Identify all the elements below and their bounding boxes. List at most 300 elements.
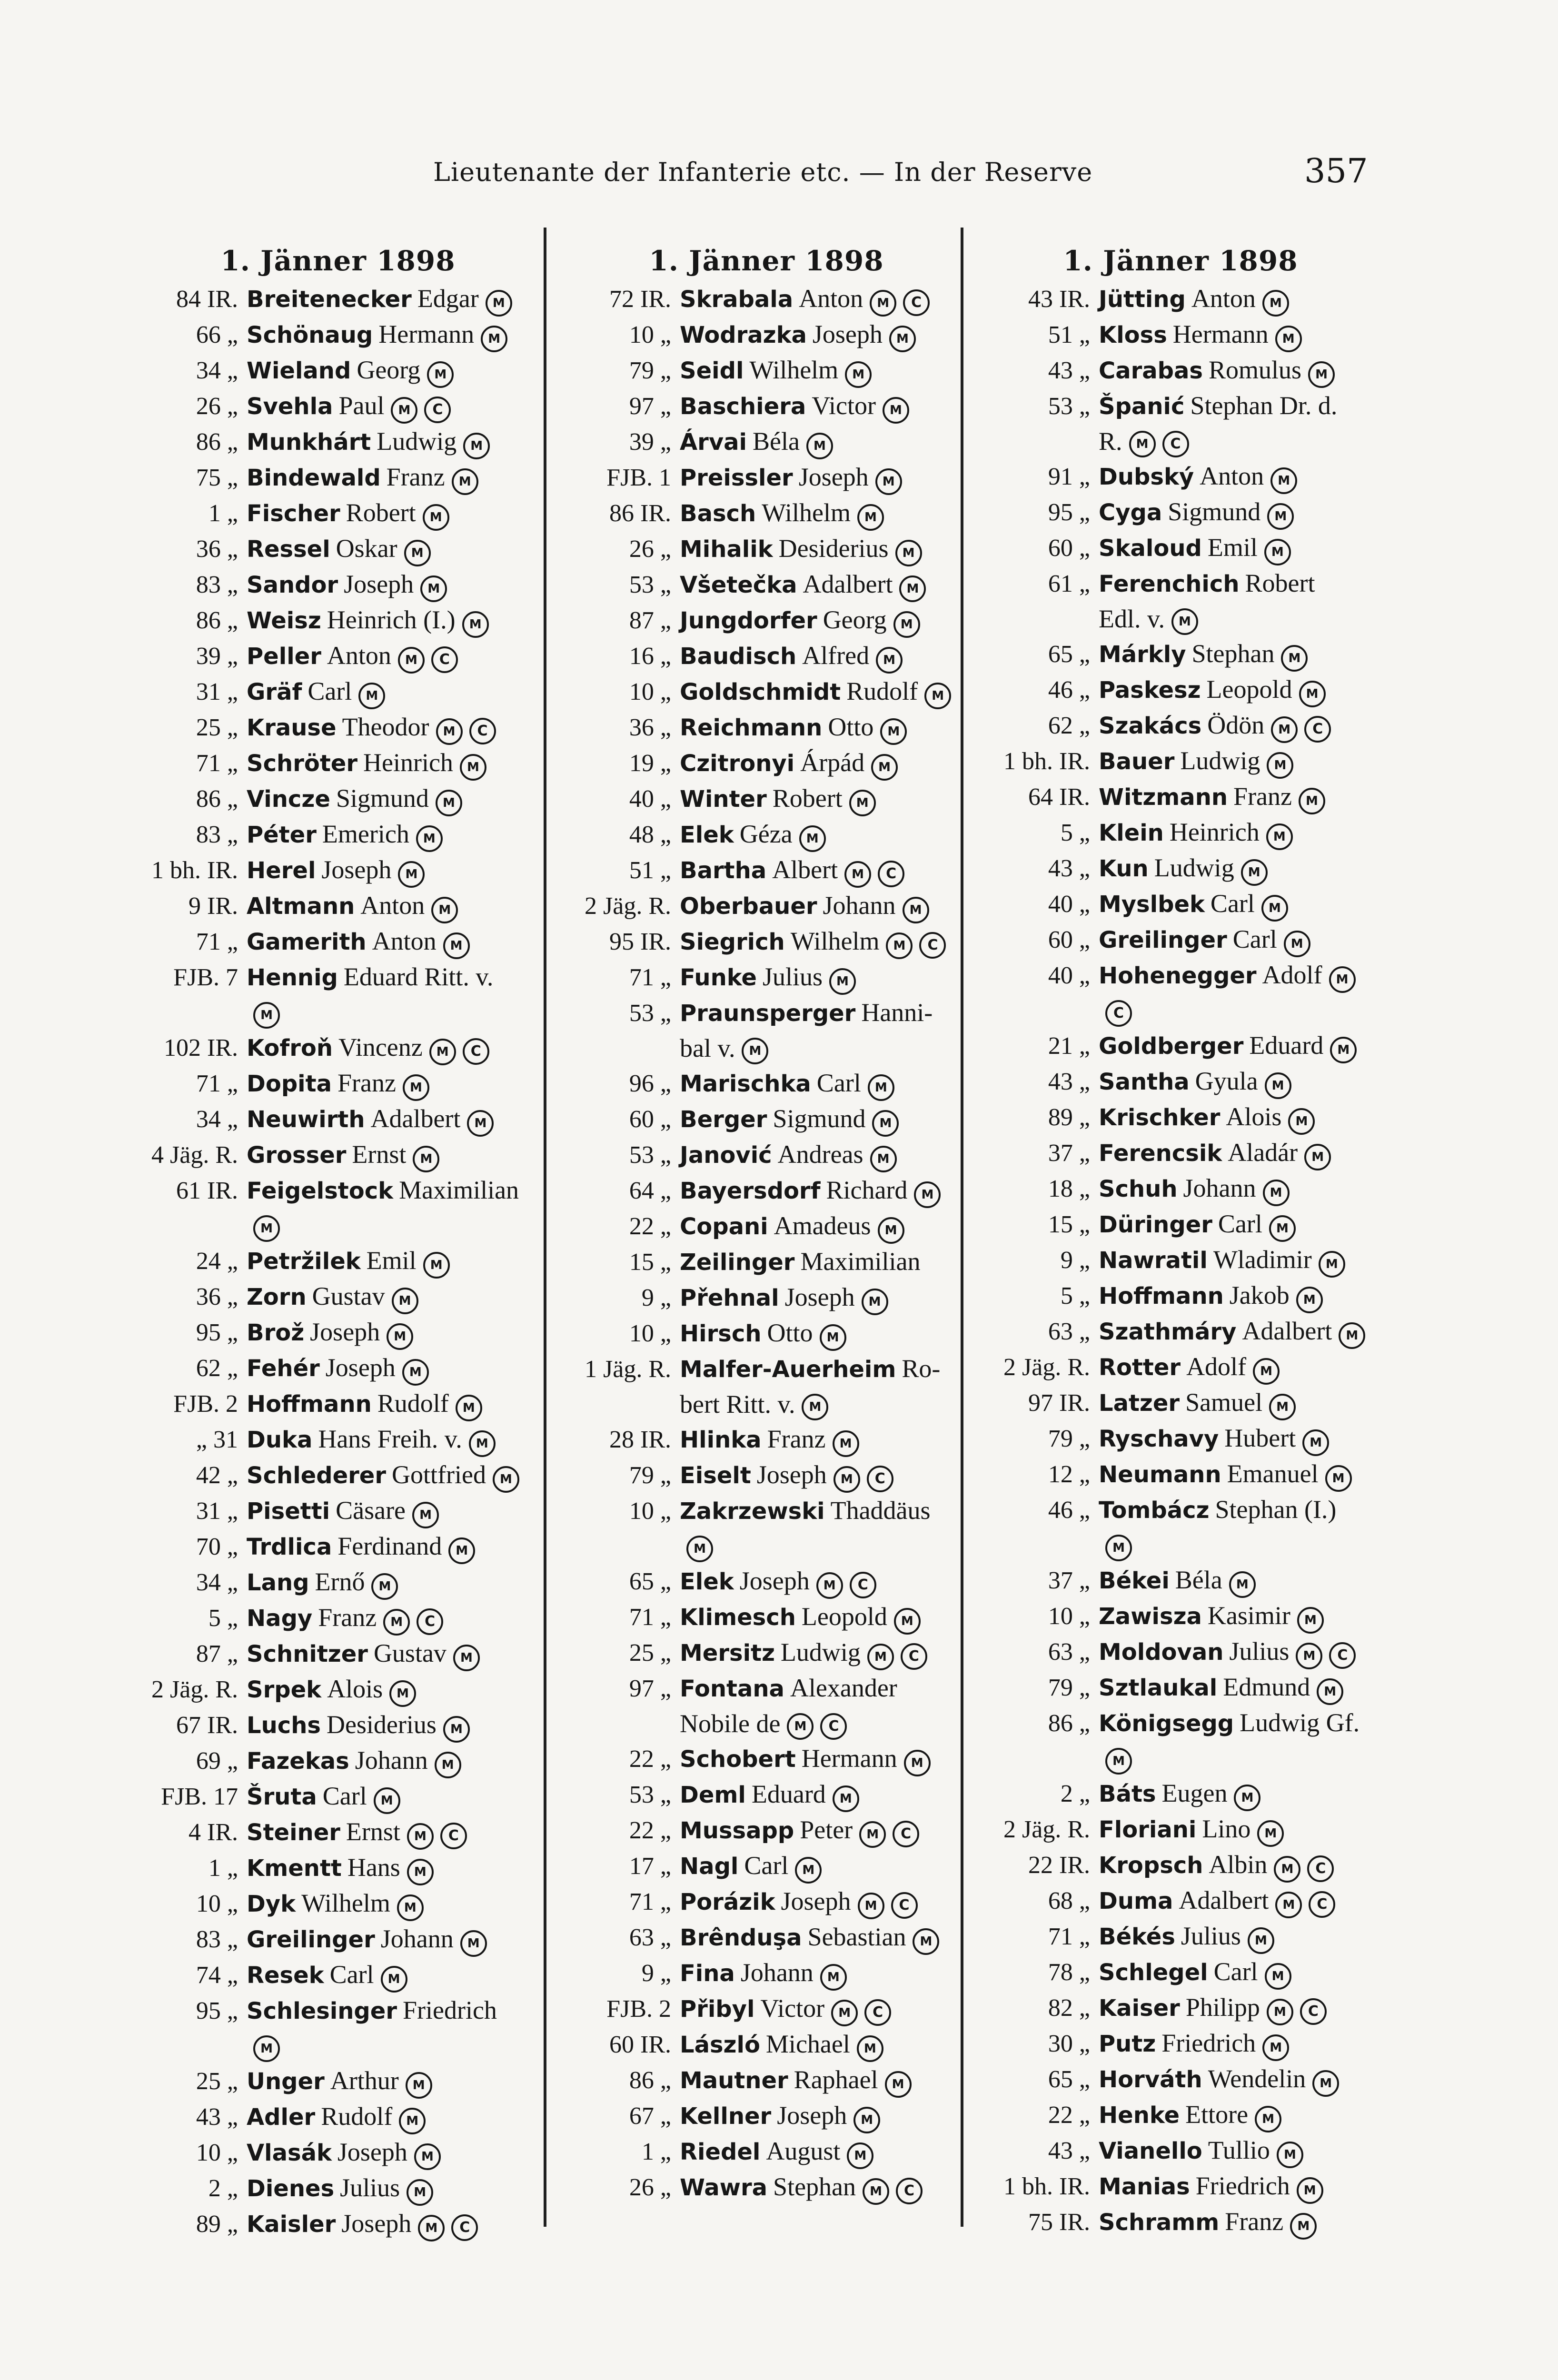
surname: Schramm [1099,2209,1220,2236]
list-item [129,1850,547,1886]
surname: Wieland [247,357,351,384]
list-item [129,1279,547,1315]
list-item [981,744,1380,779]
circled-m-icon: M [1339,1322,1365,1349]
surname: Reichmann [680,714,823,741]
given-name: Emerich [322,820,409,848]
surname: Greilinger [1099,927,1227,953]
list-item [981,1954,1380,1990]
regiment-number: 83 „ [196,571,238,598]
regiment-number: 12 „ [1048,1461,1090,1488]
surname: Mihalik [680,536,773,563]
list-item [562,1173,971,1209]
regiment-number: 36 „ [196,1283,238,1310]
list-item [562,2063,971,2098]
regiment-number: 102 IR. [164,1034,238,1061]
list-item [562,924,971,960]
list-item [562,317,971,353]
surname: Gamerith [247,929,367,955]
given-name: Peter [800,1815,853,1844]
circled-m-icon: M [453,1645,480,1671]
circled-m-icon: M [1257,1820,1284,1847]
list-item [981,886,1380,922]
circled-m-icon: M [493,1466,519,1493]
circled-m-icon: M [1234,1785,1260,1811]
given-name: Adolf [1186,1352,1247,1381]
given-name: Joseph [784,1283,855,1311]
circled-m-icon: M [416,825,443,852]
regiment-number: 51 „ [629,857,671,884]
regiment-number: 83 „ [196,821,238,848]
list-item [129,888,547,924]
surname: Nagy [247,1605,313,1632]
circled-m-icon: M [870,290,896,317]
regiment-number: 64 IR. [1028,783,1090,811]
list-item [981,1598,1380,1634]
circled-m-icon: M [894,1608,921,1635]
surname: Bindewald [247,465,381,491]
given-name: Joseph [777,2101,847,2130]
given-name: Wilhelm [762,498,851,527]
surname: Fehér [247,1355,320,1382]
regiment-number: 46 „ [1048,1497,1090,1524]
surname: Santha [1099,1069,1190,1095]
given-name: Géza [739,820,793,848]
given-name: Wilhelm [301,1889,390,1917]
regiment-number: 26 „ [629,2174,671,2201]
given-name: Béla [1175,1566,1222,1594]
running-title: Lieutenante der Infanterie etc. — In der Reserve [433,157,1093,187]
list-item [981,1385,1380,1421]
circled-m-icon: M [1262,2034,1289,2061]
given-name: Joseph [739,1567,810,1595]
circled-m-icon: M [1266,823,1293,850]
continuation-line [981,993,1380,1028]
circled-m-icon: M [452,468,478,495]
circled-m-icon: M [407,1823,434,1850]
regiment-number: 86 „ [1048,1710,1090,1737]
given-name: Richard [826,1176,908,1204]
surname: Wodrazka [680,322,807,348]
list-item [562,1458,971,1493]
surname: Cyga [1099,499,1162,526]
surname: Königsegg [1099,1710,1234,1737]
regiment-number: 1 „ [641,2138,671,2165]
regiment-number: 53 „ [629,1000,671,1027]
regiment-number: 40 „ [1048,891,1090,918]
regiment-number: 2 Jäg. R. [1003,1816,1090,1843]
surname: Ressel [247,536,330,563]
given-name: Hubert [1224,1424,1296,1452]
regiment-number: 75 „ [196,464,238,491]
surname: Unger [247,2068,325,2095]
surname: Svehla [247,393,333,420]
circled-m-icon: M [1325,1465,1352,1492]
list-item [981,2097,1380,2133]
surname: Schlederer [247,1462,387,1489]
given-name: Carl [816,1069,861,1097]
surname: Munkhárt [247,429,371,456]
given-name: Romulus [1209,356,1302,384]
surname: Elek [680,822,734,848]
given-name: Leopold [801,1602,887,1631]
given-name: Gottfried [392,1460,486,1489]
continuation-line [129,995,547,1030]
circled-m-icon: M [904,1750,931,1776]
given-name: Friedrich [1195,2172,1290,2200]
list-item [562,424,971,460]
list-item [981,566,1380,602]
regiment-number: 97 „ [629,393,671,420]
regiment-number: 4 Jäg. R. [151,1141,238,1169]
surname: Czitronyi [680,750,795,777]
given-name: Joseph [798,463,869,491]
circled-m-icon: M [402,1359,429,1386]
given-name: Rudolf [846,677,918,705]
surname: Hoffmann [1099,1283,1224,1309]
list-item [562,853,971,888]
given-name: Stephan [1191,639,1275,668]
list-item [562,781,971,817]
regiment-number: 43 IR. [1028,286,1090,313]
surname: Duka [247,1427,313,1453]
surname: Vincze [247,786,330,813]
regiment-number: 2 Jäg. R. [1003,1354,1090,1381]
circled-m-icon: M [1263,1180,1290,1206]
regiment-number: 69 „ [196,1747,238,1775]
list-item [562,1066,971,1101]
list-item [981,1457,1380,1492]
surname: Fazekas [247,1748,349,1775]
list-item [562,1991,971,2027]
circled-m-icon: M [1265,1072,1291,1099]
surname: Trdlica [247,1534,332,1560]
surname: Mussapp [680,1817,794,1844]
surname: Floriani [1099,1816,1197,1843]
list-item [562,1848,971,1884]
regiment-number: 86 „ [629,2067,671,2094]
circled-m-icon: M [371,1573,398,1600]
given-name: Franz [318,1603,377,1632]
list-item [129,1458,547,1493]
given-name: Joseph [325,1353,396,1382]
page-number: 357 [1304,151,1368,190]
circled-m-icon: M [1284,931,1310,957]
regiment-number: „ 31 [196,1426,238,1453]
circled-m-icon: M [253,1002,280,1029]
circled-m-icon: M [833,1785,859,1812]
regiment-number: 86 „ [196,428,238,456]
given-name: Hanni- [861,998,933,1027]
surname: Skrabala [680,286,794,313]
regiment-number: 86 „ [196,785,238,813]
regiment-number: 1 Jäg. R. [585,1356,671,1383]
given-name: Alois [327,1675,383,1703]
circled-c-icon: C [891,1892,918,1919]
circled-c-icon: C [820,1713,847,1740]
regiment-number: 79 „ [629,357,671,384]
list-item [981,2133,1380,2169]
given-name: Kasimir [1207,1601,1290,1630]
circled-m-icon: M [802,1394,828,1420]
given-name: Joseph [756,1460,827,1489]
surname: Szathmáry [1099,1319,1237,1345]
circled-m-icon: M [398,861,425,888]
circled-c-icon: C [451,2214,478,2241]
given-name: Thaddäus [830,1496,931,1525]
regiment-number: 2 Jäg. R. [151,1676,238,1703]
given-name: Johann [823,891,896,920]
surname: Pisetti [247,1498,330,1525]
surname: Janović [680,1142,772,1169]
surname: Španić [1099,393,1185,420]
given-name: Alfred [802,641,870,670]
circled-m-icon: M [858,1893,884,1919]
regiment-number: 10 „ [629,1320,671,1347]
regiment-number: 89 „ [1048,1104,1090,1131]
given-name: Otto [767,1319,813,1347]
regiment-number: 36 „ [196,536,238,563]
list-item [981,1670,1380,1706]
continuation-line [981,424,1380,459]
list-item [981,2026,1380,2062]
given-name: Desiderius [778,534,889,563]
given-name: Leopold [1206,675,1292,704]
given-name: Emil [366,1246,417,1275]
surname: Berger [680,1106,767,1133]
given-name: Árpád [800,748,865,777]
list-item [129,924,547,960]
surname: Schuh [1099,1176,1178,1202]
circled-m-icon: M [686,1536,713,1562]
list-item [562,1137,971,1173]
circled-m-icon: M [456,1395,482,1421]
surname: Altmann [247,893,355,920]
list-item [562,2134,971,2170]
given-name: Maximilian [800,1247,921,1276]
regiment-number: 28 IR. [609,1426,671,1453]
given-name: Hermann [378,320,475,348]
circled-m-icon: M [849,790,876,816]
circled-m-icon: M [1269,1394,1296,1420]
surname: Hohenegger [1099,962,1257,989]
given-name: Anton [1191,284,1256,313]
circled-m-icon: M [1271,716,1298,743]
given-name: Hans [347,1853,400,1882]
surname: László [680,2032,760,2058]
circled-m-icon: M [374,1787,400,1814]
surname: Nawratil [1099,1247,1208,1274]
given-name: Otto [828,713,874,741]
regiment-number: 22 IR. [1028,1852,1090,1879]
given-name: Johann [740,1958,814,1987]
regiment-number: 25 „ [196,2068,238,2095]
list-item [562,710,971,745]
surname: Brênduşa [680,1924,802,1951]
list-item [562,1955,971,1991]
surname: Sandor [247,572,338,598]
regiment-number: 1 „ [208,500,238,527]
list-item [129,281,547,317]
surname: Krause [247,714,337,741]
surname: Petržilek [247,1248,361,1275]
circled-m-icon: M [886,932,913,959]
given-name: Franz [386,463,445,491]
surname: Zeilinger [680,1249,795,1276]
regiment-number: 22 „ [1048,2102,1090,2129]
given-name: Johann [380,1924,454,1953]
given-name: Ludwig [1154,853,1234,882]
given-name: Julius [762,962,823,991]
list-item [981,851,1380,886]
list-item [129,1707,547,1743]
circled-m-icon: M [436,718,463,745]
circled-m-icon: M [829,968,856,995]
circled-c-icon: C [1329,1642,1356,1669]
regiment-number: 37 „ [1048,1140,1090,1167]
given-name: Sigmund [773,1104,866,1133]
regiment-number: 10 „ [1048,1603,1090,1630]
circled-m-icon: M [404,540,431,566]
list-item [981,1421,1380,1457]
surname: Tombácz [1099,1497,1210,1524]
regiment-number: 21 „ [1048,1032,1090,1060]
surname: Adler [247,2104,316,2131]
given-name: Sigmund [1168,497,1261,526]
surname: Witzmann [1099,784,1228,811]
surname: Porázik [680,1889,775,1915]
circled-c-icon: C [878,861,904,887]
surname: Jungdorfer [680,607,817,634]
list-item [129,1529,547,1565]
list-item [129,745,547,781]
list-item [129,1493,547,1529]
surname: Bayersdorf [680,1178,821,1204]
regiment-number: 25 „ [196,714,238,741]
continuation-line [562,1529,971,1564]
list-item [981,815,1380,851]
given-name: Ernst [346,1817,400,1846]
surname: Zakrzewski [680,1498,825,1525]
surname: Árvai [680,429,747,456]
list-item [562,460,971,496]
surname: Luchs [247,1712,321,1739]
surname: Baudisch [680,643,797,670]
circled-m-icon: M [820,1964,847,1991]
circled-m-icon: M [1281,645,1308,672]
surname: Jütting [1099,286,1186,313]
surname: Preissler [680,465,793,491]
surname: Schönaug [247,322,373,348]
surname: Kun [1099,855,1149,882]
circled-m-icon: M [871,754,898,781]
regiment-number: 9 „ [641,1284,671,1311]
list-item [981,1135,1380,1171]
circled-m-icon: M [1297,2177,1323,2204]
regiment-number: 71 „ [1048,1923,1090,1950]
surname: Rotter [1099,1354,1181,1381]
list-item [129,1886,547,1922]
regiment-number: 86 IR. [609,500,671,527]
surname: Ryschavy [1099,1426,1219,1452]
list-item [981,922,1380,958]
given-name: Edmund [1223,1673,1310,1701]
regiment-number: 71 „ [196,928,238,955]
regiment-number: 67 IR. [176,1712,238,1739]
surname: Schröter [247,750,358,777]
circled-m-icon: M [1105,1535,1132,1561]
regiment-number: 53 „ [629,1781,671,1808]
regiment-number: 62 „ [1048,712,1090,739]
circled-c-icon: C [896,2178,923,2204]
continuation-line [129,2029,547,2063]
circled-m-icon: M [413,1146,439,1172]
circled-m-icon: M [820,1324,846,1351]
column-2 [562,240,971,2278]
list-item [562,353,971,388]
circled-m-icon: M [1105,1748,1132,1775]
surname: Brož [247,1319,305,1346]
given-name: Ludwig [377,427,457,456]
regiment-number: 1 bh. IR. [1003,2173,1090,2200]
given-name: Hermann [801,1744,897,1773]
regiment-number: 22 „ [629,1213,671,1240]
circled-m-icon: M [1296,1643,1322,1669]
list-item [981,1812,1380,1847]
list-item [129,853,547,888]
circled-c-icon: C [903,289,930,316]
given-name: Julius [1229,1637,1290,1666]
circled-m-icon: M [1229,1571,1256,1598]
surname: Deml [680,1782,746,1808]
regiment-number: FJB. 2 [173,1390,238,1418]
given-name: Oskar [336,534,397,563]
list-item [981,1919,1380,1954]
circled-m-icon: M [883,397,909,424]
list-item [129,1922,547,1957]
regiment-number: 79 „ [1048,1425,1090,1452]
given-name: Theodor [342,713,429,741]
list-item [129,1779,547,1815]
regiment-number: 67 „ [629,2102,671,2130]
circled-m-icon: M [875,468,902,495]
list-item [981,1883,1380,1919]
circled-m-icon: M [391,397,417,424]
regiment-number: 10 „ [196,1890,238,1917]
given-name: Eduard [751,1780,826,1808]
list-item [129,1957,547,1993]
list-item [562,1813,971,1848]
given-name: Lino [1202,1815,1251,1843]
given-name: Gyula [1195,1067,1258,1095]
circled-m-icon: M [831,2000,858,2026]
surname: Klimesch [680,1604,796,1631]
given-name: Ludwig [780,1638,861,1666]
circled-m-icon: M [868,1074,894,1101]
circled-c-icon: C [1307,1855,1334,1882]
list-item [129,1672,547,1707]
circled-m-icon: M [1319,1251,1345,1278]
surname: Greilinger [247,1926,375,1953]
given-name: Béla [752,427,800,456]
given-name: Joseph [321,855,392,884]
circled-m-icon: M [857,504,884,531]
surname: Mersitz [680,1640,775,1666]
given-name: Ernő [315,1567,365,1596]
circled-m-icon: M [462,611,489,638]
continuation-line [562,1387,971,1422]
regiment-number: 63 „ [629,1924,671,1951]
